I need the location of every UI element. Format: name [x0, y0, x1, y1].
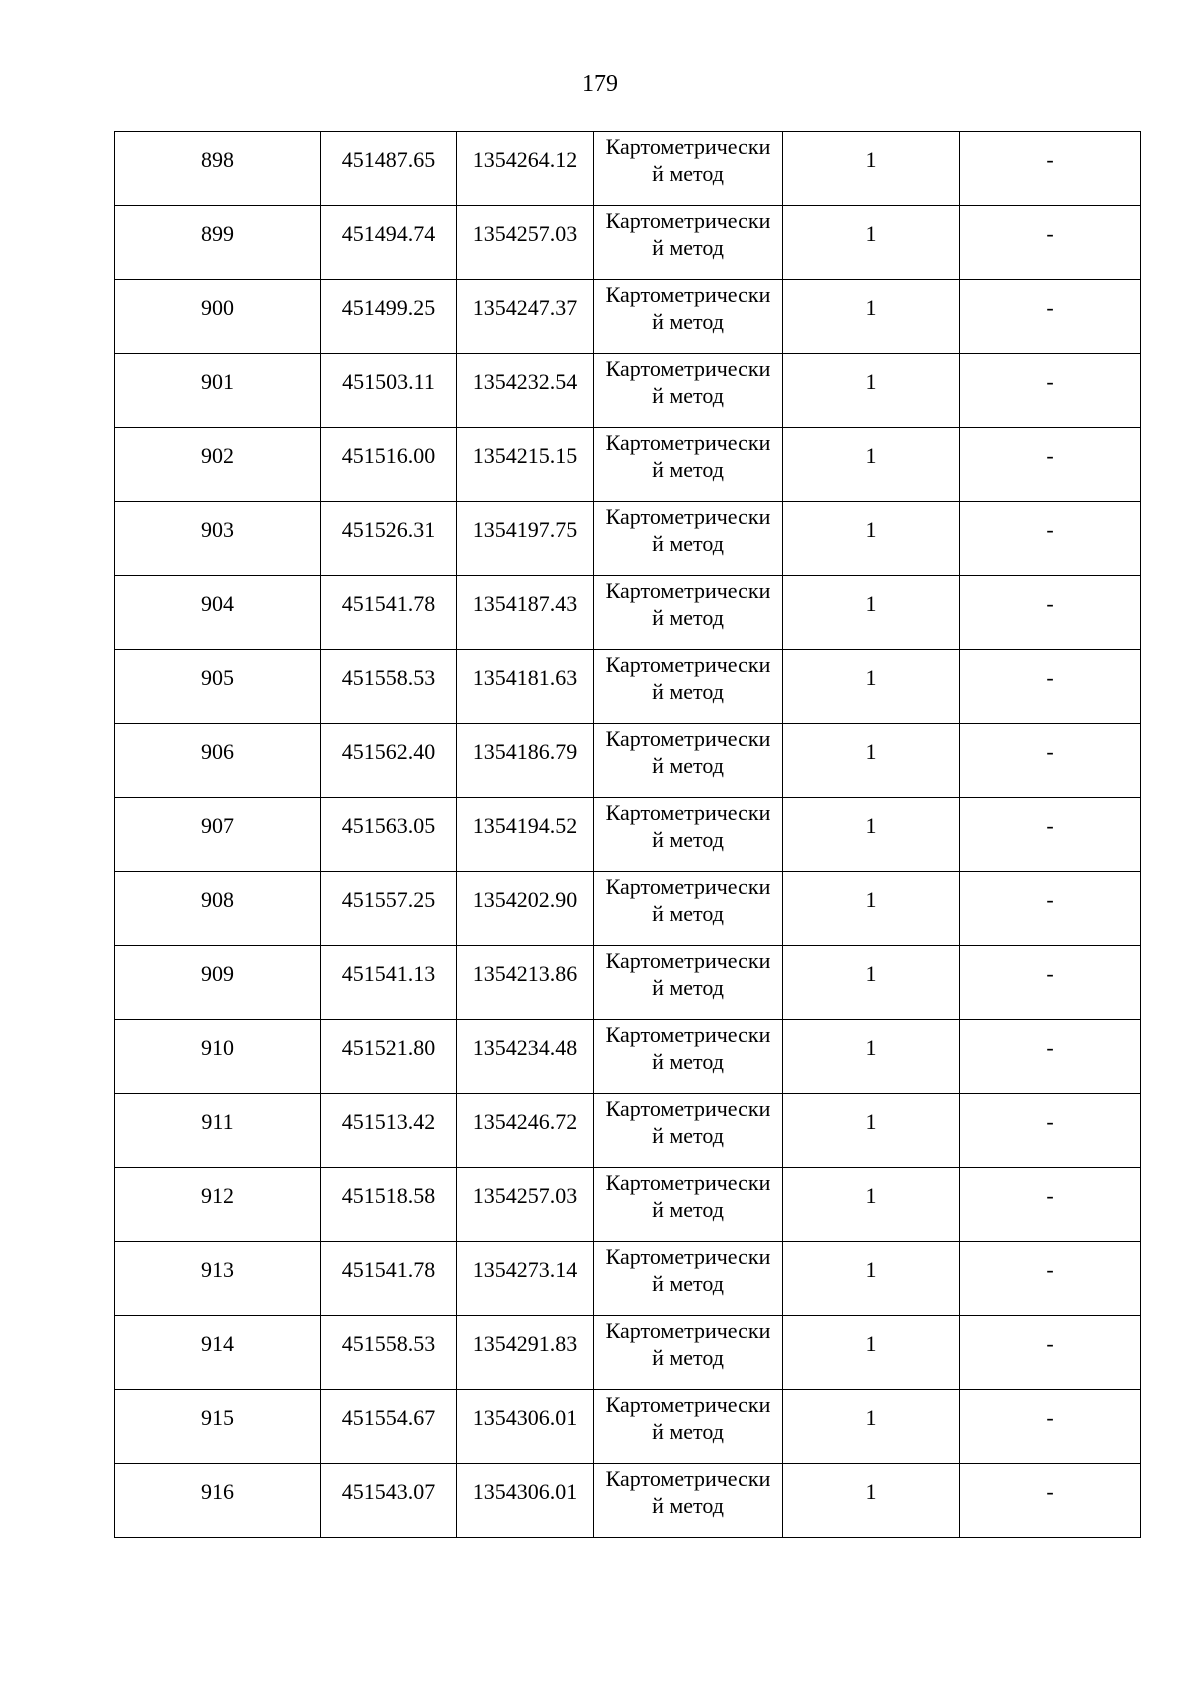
method-cell — [594, 1094, 783, 1168]
accuracy-value: 1 — [865, 221, 877, 246]
method-cell — [594, 946, 783, 1020]
y-coordinate-cell — [457, 576, 594, 650]
point-number-value: 905 — [201, 665, 234, 690]
method-text — [594, 1316, 782, 1371]
accuracy-cell — [783, 946, 960, 1020]
y-coordinate-value: 1354186.79 — [472, 739, 578, 764]
table-row — [115, 576, 1141, 650]
method-line-2: й метод — [652, 975, 724, 1000]
accuracy-value: 1 — [865, 369, 877, 394]
note-cell — [960, 206, 1141, 280]
accuracy-cell — [783, 1242, 960, 1316]
method-line-2: й метод — [652, 1493, 724, 1518]
method-cell — [594, 1168, 783, 1242]
method-line-2: й метод — [652, 753, 724, 778]
note-cell — [960, 1242, 1141, 1316]
accuracy-value: 1 — [865, 295, 877, 320]
x-coordinate-cell — [321, 872, 457, 946]
y-coordinate-value: 1354202.90 — [472, 887, 578, 912]
note-cell — [960, 1094, 1141, 1168]
method-cell — [594, 428, 783, 502]
method-line-2: й метод — [652, 457, 724, 482]
x-coordinate-cell — [321, 576, 457, 650]
point-number-cell — [115, 872, 321, 946]
accuracy-value: 1 — [865, 1109, 877, 1134]
note-value: - — [1046, 147, 1054, 172]
method-cell — [594, 502, 783, 576]
x-coordinate-cell — [321, 1094, 457, 1168]
method-cell — [594, 576, 783, 650]
x-coordinate-cell — [321, 1464, 457, 1538]
accuracy-value: 1 — [865, 1183, 877, 1208]
note-cell — [960, 1168, 1141, 1242]
point-number-cell — [115, 1390, 321, 1464]
method-cell — [594, 1390, 783, 1464]
method-line-2: й метод — [652, 1197, 724, 1222]
note-cell — [960, 576, 1141, 650]
method-cell — [594, 1242, 783, 1316]
x-coordinate-value: 451558.53 — [341, 1331, 436, 1356]
x-coordinate-cell — [321, 502, 457, 576]
point-number-cell — [115, 502, 321, 576]
point-number-value: 913 — [201, 1257, 234, 1282]
method-text — [594, 354, 782, 409]
note-cell — [960, 798, 1141, 872]
accuracy-value: 1 — [865, 517, 877, 542]
y-coordinate-cell — [457, 650, 594, 724]
method-text — [594, 1390, 782, 1445]
point-number-cell — [115, 1094, 321, 1168]
x-coordinate-value: 451557.25 — [341, 887, 436, 912]
note-cell — [960, 354, 1141, 428]
note-value: - — [1046, 665, 1054, 690]
y-coordinate-cell — [457, 132, 594, 206]
x-coordinate-value: 451541.13 — [341, 961, 436, 986]
accuracy-cell — [783, 650, 960, 724]
x-coordinate-value: 451521.80 — [341, 1035, 436, 1060]
x-coordinate-value: 451541.78 — [341, 591, 436, 616]
y-coordinate-value: 1354213.86 — [472, 961, 578, 986]
note-value: - — [1046, 443, 1054, 468]
point-number-cell — [115, 576, 321, 650]
point-number-value: 910 — [201, 1035, 234, 1060]
method-cell — [594, 132, 783, 206]
accuracy-cell — [783, 798, 960, 872]
point-number-cell — [115, 132, 321, 206]
point-number-cell — [115, 354, 321, 428]
method-line-2: й метод — [652, 1123, 724, 1148]
accuracy-value: 1 — [865, 1035, 877, 1060]
x-coordinate-cell — [321, 428, 457, 502]
point-number-value: 908 — [201, 887, 234, 912]
table-row — [115, 1242, 1141, 1316]
y-coordinate-value: 1354246.72 — [472, 1109, 578, 1134]
method-cell — [594, 1020, 783, 1094]
x-coordinate-cell — [321, 1168, 457, 1242]
table-row — [115, 1094, 1141, 1168]
point-number-value: 902 — [201, 443, 234, 468]
x-coordinate-value: 451516.00 — [341, 443, 436, 468]
point-number-value: 907 — [201, 813, 234, 838]
accuracy-cell — [783, 132, 960, 206]
point-number-value: 898 — [201, 147, 234, 172]
method-cell — [594, 724, 783, 798]
y-coordinate-value: 1354215.15 — [472, 443, 578, 468]
y-coordinate-cell — [457, 872, 594, 946]
accuracy-value: 1 — [865, 1331, 877, 1356]
x-coordinate-cell — [321, 650, 457, 724]
note-cell — [960, 280, 1141, 354]
method-line-2: й метод — [652, 679, 724, 704]
y-coordinate-value: 1354194.52 — [472, 813, 578, 838]
method-text — [594, 1464, 782, 1519]
point-number-cell — [115, 946, 321, 1020]
method-text — [594, 724, 782, 779]
method-text — [594, 1020, 782, 1075]
x-coordinate-cell — [321, 354, 457, 428]
method-line-1: Картометрически — [605, 1022, 771, 1047]
point-number-cell — [115, 280, 321, 354]
y-coordinate-cell — [457, 428, 594, 502]
y-coordinate-cell — [457, 798, 594, 872]
accuracy-cell — [783, 1094, 960, 1168]
accuracy-value: 1 — [865, 1257, 877, 1282]
point-number-cell — [115, 206, 321, 280]
table-row — [115, 1464, 1141, 1538]
method-text — [594, 1242, 782, 1297]
accuracy-value: 1 — [865, 961, 877, 986]
note-value: - — [1046, 1479, 1054, 1504]
y-coordinate-value: 1354232.54 — [472, 369, 578, 394]
point-number-value: 909 — [201, 961, 234, 986]
point-number-cell — [115, 1242, 321, 1316]
method-line-2: й метод — [652, 531, 724, 556]
table-body — [115, 132, 1141, 1538]
y-coordinate-value: 1354181.63 — [472, 665, 578, 690]
method-line-2: й метод — [652, 901, 724, 926]
accuracy-value: 1 — [865, 739, 877, 764]
method-line-1: Картометрически — [605, 948, 771, 973]
y-coordinate-cell — [457, 1316, 594, 1390]
y-coordinate-value: 1354187.43 — [472, 591, 578, 616]
accuracy-cell — [783, 280, 960, 354]
note-cell — [960, 1390, 1141, 1464]
table-row — [115, 354, 1141, 428]
accuracy-value: 1 — [865, 147, 877, 172]
point-number-value: 901 — [201, 369, 234, 394]
accuracy-value: 1 — [865, 813, 877, 838]
note-value: - — [1046, 369, 1054, 394]
accuracy-cell — [783, 1316, 960, 1390]
method-text — [594, 576, 782, 631]
accuracy-value: 1 — [865, 1405, 877, 1430]
method-text — [594, 132, 782, 187]
y-coordinate-cell — [457, 1168, 594, 1242]
method-line-1: Картометрически — [605, 1466, 771, 1491]
note-value: - — [1046, 295, 1054, 320]
point-number-value: 911 — [201, 1109, 234, 1134]
method-text — [594, 280, 782, 335]
x-coordinate-value: 451494.74 — [341, 221, 436, 246]
x-coordinate-cell — [321, 1242, 457, 1316]
x-coordinate-value: 451503.11 — [342, 369, 435, 394]
method-text — [594, 1168, 782, 1223]
accuracy-value: 1 — [865, 665, 877, 690]
point-number-value: 903 — [201, 517, 234, 542]
x-coordinate-value: 451487.65 — [341, 147, 436, 172]
x-coordinate-value: 451526.31 — [341, 517, 436, 542]
point-number-cell — [115, 1168, 321, 1242]
x-coordinate-cell — [321, 206, 457, 280]
note-value: - — [1046, 1109, 1054, 1134]
y-coordinate-value: 1354273.14 — [472, 1257, 578, 1282]
y-coordinate-value: 1354234.48 — [472, 1035, 578, 1060]
method-line-1: Картометрически — [605, 1244, 771, 1269]
y-coordinate-value: 1354197.75 — [472, 517, 578, 542]
note-value: - — [1046, 1035, 1054, 1060]
note-value: - — [1046, 1257, 1054, 1282]
note-cell — [960, 650, 1141, 724]
method-line-1: Картометрически — [605, 430, 771, 455]
note-value: - — [1046, 813, 1054, 838]
note-cell — [960, 1316, 1141, 1390]
accuracy-cell — [783, 354, 960, 428]
method-cell — [594, 798, 783, 872]
method-text — [594, 502, 782, 557]
method-cell — [594, 206, 783, 280]
x-coordinate-cell — [321, 1390, 457, 1464]
table-row — [115, 872, 1141, 946]
x-coordinate-cell — [321, 724, 457, 798]
method-text — [594, 798, 782, 853]
y-coordinate-value: 1354264.12 — [472, 147, 578, 172]
x-coordinate-cell — [321, 798, 457, 872]
page-number: 179 — [582, 71, 618, 97]
method-line-1: Картометрически — [605, 1392, 771, 1417]
method-line-2: й метод — [652, 1419, 724, 1444]
point-number-cell — [115, 428, 321, 502]
point-number-cell — [115, 724, 321, 798]
y-coordinate-cell — [457, 502, 594, 576]
x-coordinate-value: 451543.07 — [341, 1479, 436, 1504]
table-row — [115, 1316, 1141, 1390]
table-row — [115, 798, 1141, 872]
method-line-1: Картометрически — [605, 726, 771, 751]
x-coordinate-cell — [321, 280, 457, 354]
coordinates-table — [114, 131, 1141, 1538]
y-coordinate-cell — [457, 206, 594, 280]
note-cell — [960, 946, 1141, 1020]
method-line-1: Картометрически — [605, 356, 771, 381]
note-value: - — [1046, 1183, 1054, 1208]
y-coordinate-cell — [457, 946, 594, 1020]
y-coordinate-value: 1354306.01 — [472, 1479, 578, 1504]
table-row — [115, 502, 1141, 576]
y-coordinate-cell — [457, 280, 594, 354]
accuracy-cell — [783, 576, 960, 650]
table-row — [115, 946, 1141, 1020]
method-cell — [594, 354, 783, 428]
x-coordinate-value: 451563.05 — [341, 813, 436, 838]
table-row — [115, 206, 1141, 280]
x-coordinate-value: 451541.78 — [341, 1257, 436, 1282]
point-number-value: 915 — [201, 1405, 234, 1430]
x-coordinate-value: 451513.42 — [341, 1109, 436, 1134]
point-number-cell — [115, 1316, 321, 1390]
method-line-1: Картометрически — [605, 652, 771, 677]
method-line-1: Картометрически — [605, 874, 771, 899]
method-line-2: й метод — [652, 605, 724, 630]
x-coordinate-value: 451499.25 — [341, 295, 436, 320]
method-text — [594, 1094, 782, 1149]
note-value: - — [1046, 887, 1054, 912]
method-line-2: й метод — [652, 161, 724, 186]
x-coordinate-cell — [321, 1020, 457, 1094]
accuracy-cell — [783, 872, 960, 946]
x-coordinate-cell — [321, 132, 457, 206]
y-coordinate-cell — [457, 1094, 594, 1168]
x-coordinate-value: 451562.40 — [341, 739, 436, 764]
method-line-2: й метод — [652, 1049, 724, 1074]
method-line-2: й метод — [652, 1345, 724, 1370]
note-cell — [960, 132, 1141, 206]
method-line-2: й метод — [652, 827, 724, 852]
y-coordinate-cell — [457, 354, 594, 428]
point-number-value: 900 — [201, 295, 234, 320]
x-coordinate-cell — [321, 1316, 457, 1390]
point-number-cell — [115, 1020, 321, 1094]
point-number-value: 914 — [201, 1331, 234, 1356]
method-line-1: Картометрически — [605, 1318, 771, 1343]
note-cell — [960, 502, 1141, 576]
table-row — [115, 428, 1141, 502]
method-text — [594, 428, 782, 483]
table-row — [115, 132, 1141, 206]
method-line-1: Картометрически — [605, 208, 771, 233]
method-cell — [594, 1316, 783, 1390]
point-number-value: 906 — [201, 739, 234, 764]
method-line-1: Картометрически — [605, 1096, 771, 1121]
method-line-2: й метод — [652, 1271, 724, 1296]
method-text — [594, 650, 782, 705]
point-number-cell — [115, 798, 321, 872]
x-coordinate-value: 451558.53 — [341, 665, 436, 690]
y-coordinate-value: 1354247.37 — [472, 295, 578, 320]
note-cell — [960, 1020, 1141, 1094]
y-coordinate-value: 1354291.83 — [472, 1331, 578, 1356]
method-text — [594, 872, 782, 927]
y-coordinate-cell — [457, 1390, 594, 1464]
note-value: - — [1046, 1331, 1054, 1356]
x-coordinate-value: 451518.58 — [341, 1183, 436, 1208]
accuracy-value: 1 — [865, 591, 877, 616]
method-line-1: Картометрически — [605, 800, 771, 825]
x-coordinate-value: 451554.67 — [341, 1405, 436, 1430]
y-coordinate-cell — [457, 1464, 594, 1538]
table-row — [115, 1168, 1141, 1242]
method-line-2: й метод — [652, 309, 724, 334]
note-value: - — [1046, 1405, 1054, 1430]
y-coordinate-value: 1354306.01 — [472, 1405, 578, 1430]
method-cell — [594, 650, 783, 724]
point-number-value: 912 — [201, 1183, 234, 1208]
method-line-1: Картометрически — [605, 134, 771, 159]
y-coordinate-cell — [457, 1242, 594, 1316]
x-coordinate-cell — [321, 946, 457, 1020]
note-value: - — [1046, 517, 1054, 542]
y-coordinate-cell — [457, 724, 594, 798]
note-value: - — [1046, 961, 1054, 986]
accuracy-value: 1 — [865, 887, 877, 912]
y-coordinate-cell — [457, 1020, 594, 1094]
accuracy-cell — [783, 428, 960, 502]
table-row — [115, 724, 1141, 798]
note-cell — [960, 1464, 1141, 1538]
note-value: - — [1046, 591, 1054, 616]
note-value: - — [1046, 221, 1054, 246]
accuracy-cell — [783, 1020, 960, 1094]
method-cell — [594, 1464, 783, 1538]
accuracy-cell — [783, 1390, 960, 1464]
y-coordinate-value: 1354257.03 — [472, 1183, 578, 1208]
accuracy-cell — [783, 206, 960, 280]
accuracy-cell — [783, 724, 960, 798]
point-number-value: 904 — [201, 591, 234, 616]
y-coordinate-value: 1354257.03 — [472, 221, 578, 246]
note-cell — [960, 872, 1141, 946]
method-text — [594, 946, 782, 1001]
accuracy-cell — [783, 1168, 960, 1242]
accuracy-cell — [783, 1464, 960, 1538]
method-cell — [594, 872, 783, 946]
point-number-value: 899 — [201, 221, 234, 246]
table-row — [115, 280, 1141, 354]
method-line-1: Картометрически — [605, 578, 771, 603]
method-line-2: й метод — [652, 235, 724, 260]
accuracy-cell — [783, 502, 960, 576]
accuracy-value: 1 — [865, 1479, 877, 1504]
note-value: - — [1046, 739, 1054, 764]
point-number-value: 916 — [201, 1479, 234, 1504]
table-row — [115, 1020, 1141, 1094]
method-line-1: Картометрически — [605, 282, 771, 307]
method-line-1: Картометрически — [605, 1170, 771, 1195]
point-number-cell — [115, 650, 321, 724]
table-row — [115, 1390, 1141, 1464]
method-text — [594, 206, 782, 261]
note-cell — [960, 724, 1141, 798]
method-line-1: Картометрически — [605, 504, 771, 529]
accuracy-value: 1 — [865, 443, 877, 468]
method-line-2: й метод — [652, 383, 724, 408]
table-row — [115, 650, 1141, 724]
method-cell — [594, 280, 783, 354]
note-cell — [960, 428, 1141, 502]
point-number-cell — [115, 1464, 321, 1538]
